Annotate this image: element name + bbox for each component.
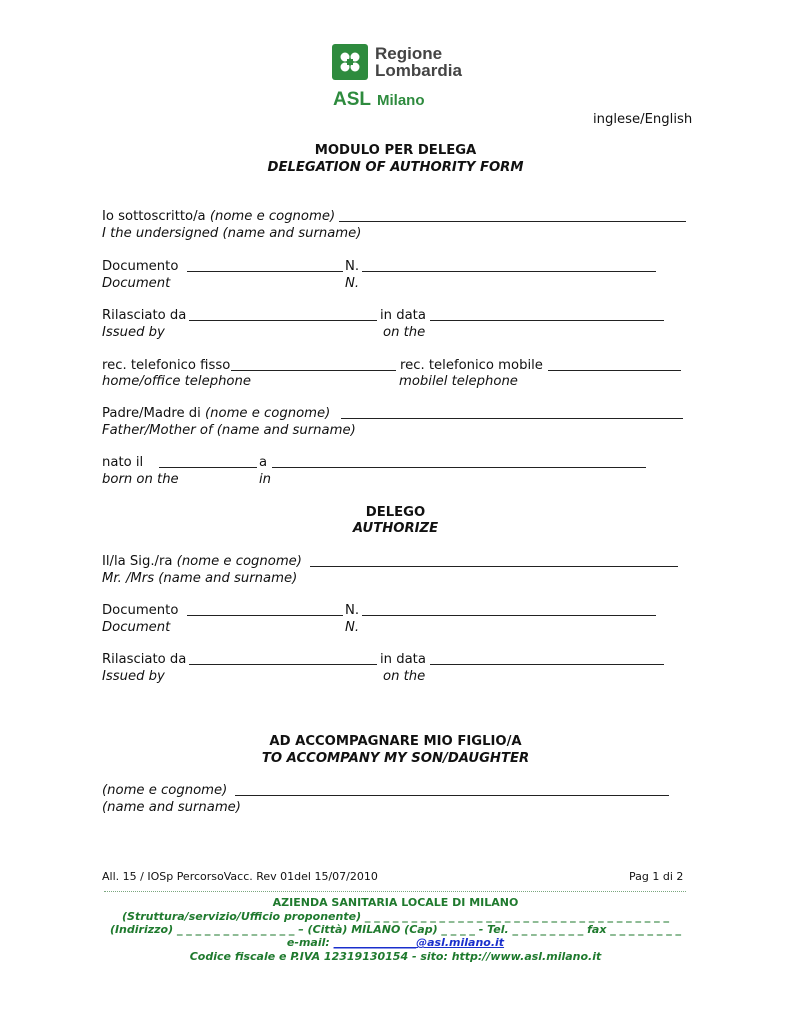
footer-struct: (Struttura/servizio/Ufficio proponente) _ _ _ _ _ _ _ _ _ _ _ _ _ _ _ _ _ _ _ _ _ _ _ _ _ _ _ _ _ _ _ _ _ bbox=[122, 910, 669, 923]
document-label-en: Document bbox=[102, 276, 171, 291]
phone-mobile-label-en: mobilel telephone bbox=[399, 374, 518, 389]
undersigned-label-italic: (nome e cognome) bbox=[209, 209, 336, 224]
footer-email-link[interactable]: _______________@asl.milano.it bbox=[333, 936, 505, 949]
birth-place-label: a bbox=[259, 455, 268, 470]
lombardia-rose-icon bbox=[332, 44, 368, 80]
footer-org: AZIENDA SANITARIA LOCALE DI MILANO bbox=[272, 896, 519, 909]
form-title-en: DELEGATION OF AUTHORITY FORM bbox=[267, 160, 524, 175]
document-label: Documento bbox=[102, 259, 179, 274]
footer-address: (Indirizzo) _ _ _ _ _ _ _ _ _ _ _ _ _ – (Città) MILANO (Cap) _ _ _ _ - Tel. _ _ _ _ _ _ _ _ fax _ _ _ _ _ _ _ _ bbox=[109, 923, 682, 936]
undersigned-name-field[interactable] bbox=[339, 209, 686, 222]
logo-wordmark bbox=[375, 45, 462, 79]
regione-lombardia-logo bbox=[332, 44, 368, 80]
number-label: N. bbox=[345, 259, 360, 274]
birth-place-field[interactable] bbox=[272, 455, 646, 468]
born-label: nato il bbox=[102, 455, 144, 470]
phone-fixed-label: rec. telefonico fisso bbox=[102, 358, 231, 373]
date-label-en: on the bbox=[383, 325, 426, 340]
document-field[interactable] bbox=[187, 259, 343, 272]
parent-label: Padre/Madre di bbox=[102, 406, 205, 421]
delegate-name-field[interactable] bbox=[310, 554, 678, 567]
delegate-issue-date-field[interactable] bbox=[430, 652, 664, 665]
date-label: in data bbox=[380, 308, 426, 323]
asl-label: ASL bbox=[333, 89, 371, 110]
delegate-document-label-en: Document bbox=[102, 620, 171, 635]
issue-date-field[interactable] bbox=[430, 308, 664, 321]
birth-date-field[interactable] bbox=[159, 455, 257, 468]
language-label: inglese/English bbox=[593, 112, 693, 127]
asl-city: Milano bbox=[377, 92, 425, 109]
asl-milano-mark bbox=[333, 89, 425, 111]
delego-heading: DELEGO bbox=[365, 505, 426, 520]
delegate-date-label: in data bbox=[380, 652, 426, 667]
authorize-heading: AUTHORIZE bbox=[352, 521, 439, 536]
phone-fixed-field[interactable] bbox=[231, 358, 396, 371]
logo-line-2: Lombardia bbox=[375, 61, 462, 80]
page-number: Pag 1 di 2 bbox=[629, 870, 684, 883]
delegate-issued-by-field[interactable] bbox=[189, 652, 377, 665]
delegate-document-number-field[interactable] bbox=[362, 603, 656, 616]
issued-by-label: Rilasciato da bbox=[102, 308, 187, 323]
born-label-en: born on the bbox=[102, 472, 179, 487]
delegate-issued-by-label: Rilasciato da bbox=[102, 652, 187, 667]
delegate-number-label-en: N. bbox=[345, 620, 360, 635]
issued-by-label-en: Issued by bbox=[102, 325, 165, 340]
delegate-label-en: Mr. /Mrs (name and surname) bbox=[102, 571, 298, 586]
parent-label-en: Father/Mother of (name and surname) bbox=[102, 423, 356, 438]
delegate-number-label: N. bbox=[345, 603, 360, 618]
birth-place-label-en: in bbox=[259, 472, 272, 487]
phone-fixed-label-en: home/office telephone bbox=[102, 374, 251, 389]
parent-name-field[interactable] bbox=[341, 406, 683, 419]
undersigned-row bbox=[102, 209, 335, 225]
child-name-label-en: (name and surname) bbox=[102, 800, 241, 815]
delegate-document-field[interactable] bbox=[187, 603, 343, 616]
form-title-it: MODULO PER DELEGA bbox=[314, 143, 477, 158]
accompany-heading: AD ACCOMPAGNARE MIO FIGLIO/A bbox=[269, 734, 522, 749]
child-name-label: (nome e cognome) bbox=[102, 783, 228, 798]
undersigned-label-en: I the undersigned (name and surname) bbox=[102, 226, 362, 241]
footer-reference: All. 15 / IOSp PercorsoVacc. Rev 01del 15/07/2010 bbox=[102, 870, 378, 883]
footer-email-row bbox=[0, 936, 791, 950]
parent-label-italic: (nome e cognome) bbox=[205, 406, 331, 421]
child-name-field[interactable] bbox=[235, 783, 669, 796]
accompany-heading-en: TO ACCOMPANY MY SON/DAUGHTER bbox=[261, 751, 530, 766]
document-number-field[interactable] bbox=[362, 259, 656, 272]
undersigned-label: Io sottoscritto/a bbox=[102, 209, 210, 224]
delegate-row bbox=[102, 554, 302, 570]
footer-divider bbox=[104, 891, 686, 892]
number-label-en: N. bbox=[345, 276, 360, 291]
delegate-document-label: Documento bbox=[102, 603, 179, 618]
delegate-date-label-en: on the bbox=[383, 669, 426, 684]
delegate-issued-by-label-en: Issued by bbox=[102, 669, 165, 684]
logo-line-1: Regione bbox=[375, 44, 443, 63]
footer-email-label: e-mail: bbox=[286, 936, 334, 949]
parent-row bbox=[102, 406, 330, 422]
delegate-label-italic: (nome e cognome) bbox=[176, 554, 302, 569]
footer-fiscal: Codice fiscale e P.IVA 12319130154 - sito: http://www.asl.milano.it bbox=[189, 950, 602, 963]
phone-mobile-field[interactable] bbox=[548, 358, 681, 371]
issued-by-field[interactable] bbox=[189, 308, 377, 321]
phone-mobile-label: rec. telefonico mobile bbox=[400, 358, 543, 373]
delegate-label: Il/la Sig./ra bbox=[102, 554, 177, 569]
